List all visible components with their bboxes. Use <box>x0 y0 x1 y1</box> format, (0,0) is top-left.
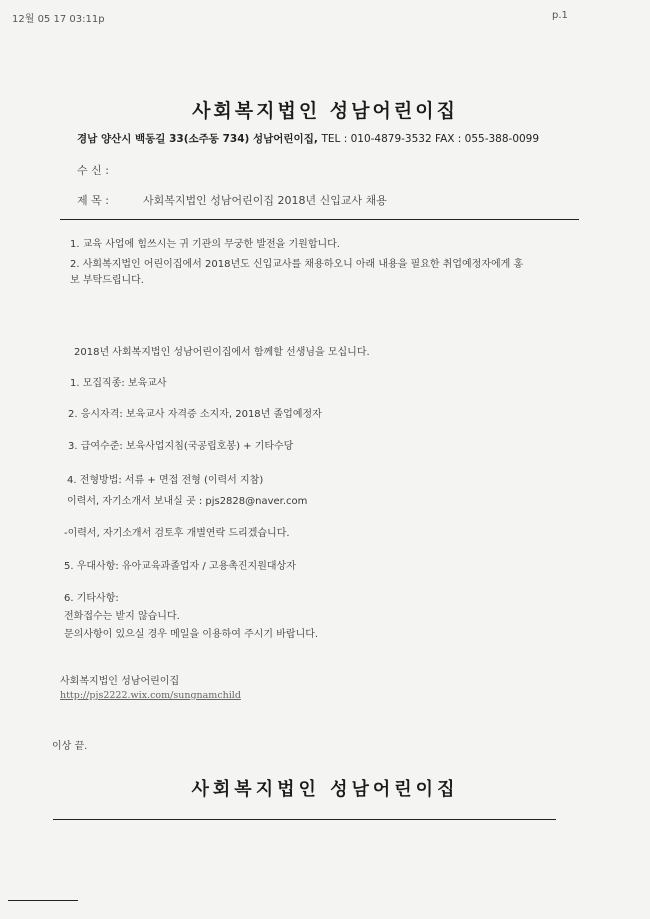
signature-org-name: 사회복지법인 성남어린이집 <box>191 779 459 800</box>
notice-item-1: 1. 모집직종: 보육교사 <box>70 378 167 389</box>
notice-item-2: 2. 응시자격: 보육교사 자격증 소지자, 2018년 졸업예정자 <box>68 409 322 420</box>
footer-org-name: 사회복지법인 성남어린이집 <box>60 676 180 687</box>
letterhead-address <box>77 131 539 146</box>
notice-item-6-title: 6. 기타사항: <box>64 593 119 604</box>
notice-item-6-line-2: 문의사항이 있으실 경우 메일을 이용하여 주시기 바랍니다. <box>64 629 319 640</box>
address-text: 경남 양산시 백동길 33(소주동 734) 성남어린이집, <box>77 133 318 145</box>
subject-label: 제 목 : <box>77 194 109 207</box>
intro-paragraph-2-line-1: 2. 사회복지법인 어린이집에서 2018년도 신입교사를 채용하오니 아래 내용을 필요한 취업예정자에게 홍 <box>70 259 524 270</box>
header-divider <box>60 219 579 220</box>
closing-text: 이상 끝. <box>52 741 88 752</box>
recipient-label: 수 신 : <box>77 164 109 177</box>
contact-info: TEL : 010-4879-3532 FAX : 055-388-0099 <box>321 133 540 145</box>
footer-divider <box>53 819 556 820</box>
document-title: 사회복지법인 성남어린이집 <box>192 100 458 122</box>
notice-item-4-note: -이력서, 자기소개서 검토후 개별연락 드리겠습니다. <box>64 528 290 539</box>
fax-page-number: p.1 <box>552 10 568 21</box>
intro-paragraph-1: 1. 교육 사업에 힘쓰시는 귀 기관의 무궁한 발전을 기원합니다. <box>70 239 340 250</box>
intro-paragraph-2-line-2: 보 부탁드립니다. <box>70 275 144 286</box>
notice-item-5: 5. 우대사항: 유아교육과졸업자 / 고용촉진지원대상자 <box>64 561 296 572</box>
notice-item-3: 3. 급여수준: 보육사업지침(국공립호봉) + 기타수당 <box>68 441 294 452</box>
subject-value: 사회복지법인 성남어린이집 2018년 신입교사 채용 <box>143 194 387 207</box>
notice-item-4-line-2: 이력서, 자기소개서 보내실 곳 : pjs2828@naver.com <box>67 496 308 507</box>
corner-mark <box>8 900 78 901</box>
homepage-link[interactable]: http://pjs2222.wix.com/sungnamchild <box>60 690 241 701</box>
notice-item-4-line-1: 4. 전형방법: 서류 + 면접 전형 (이력서 지참) <box>67 475 264 486</box>
fax-timestamp: 12월 05 17 03:11p <box>12 14 105 25</box>
notice-item-6-line-1: 전화접수는 받지 않습니다. <box>64 611 180 622</box>
notice-heading: 2018년 사회복지법인 성남어린이집에서 함께할 선생님을 모십니다. <box>74 347 370 358</box>
